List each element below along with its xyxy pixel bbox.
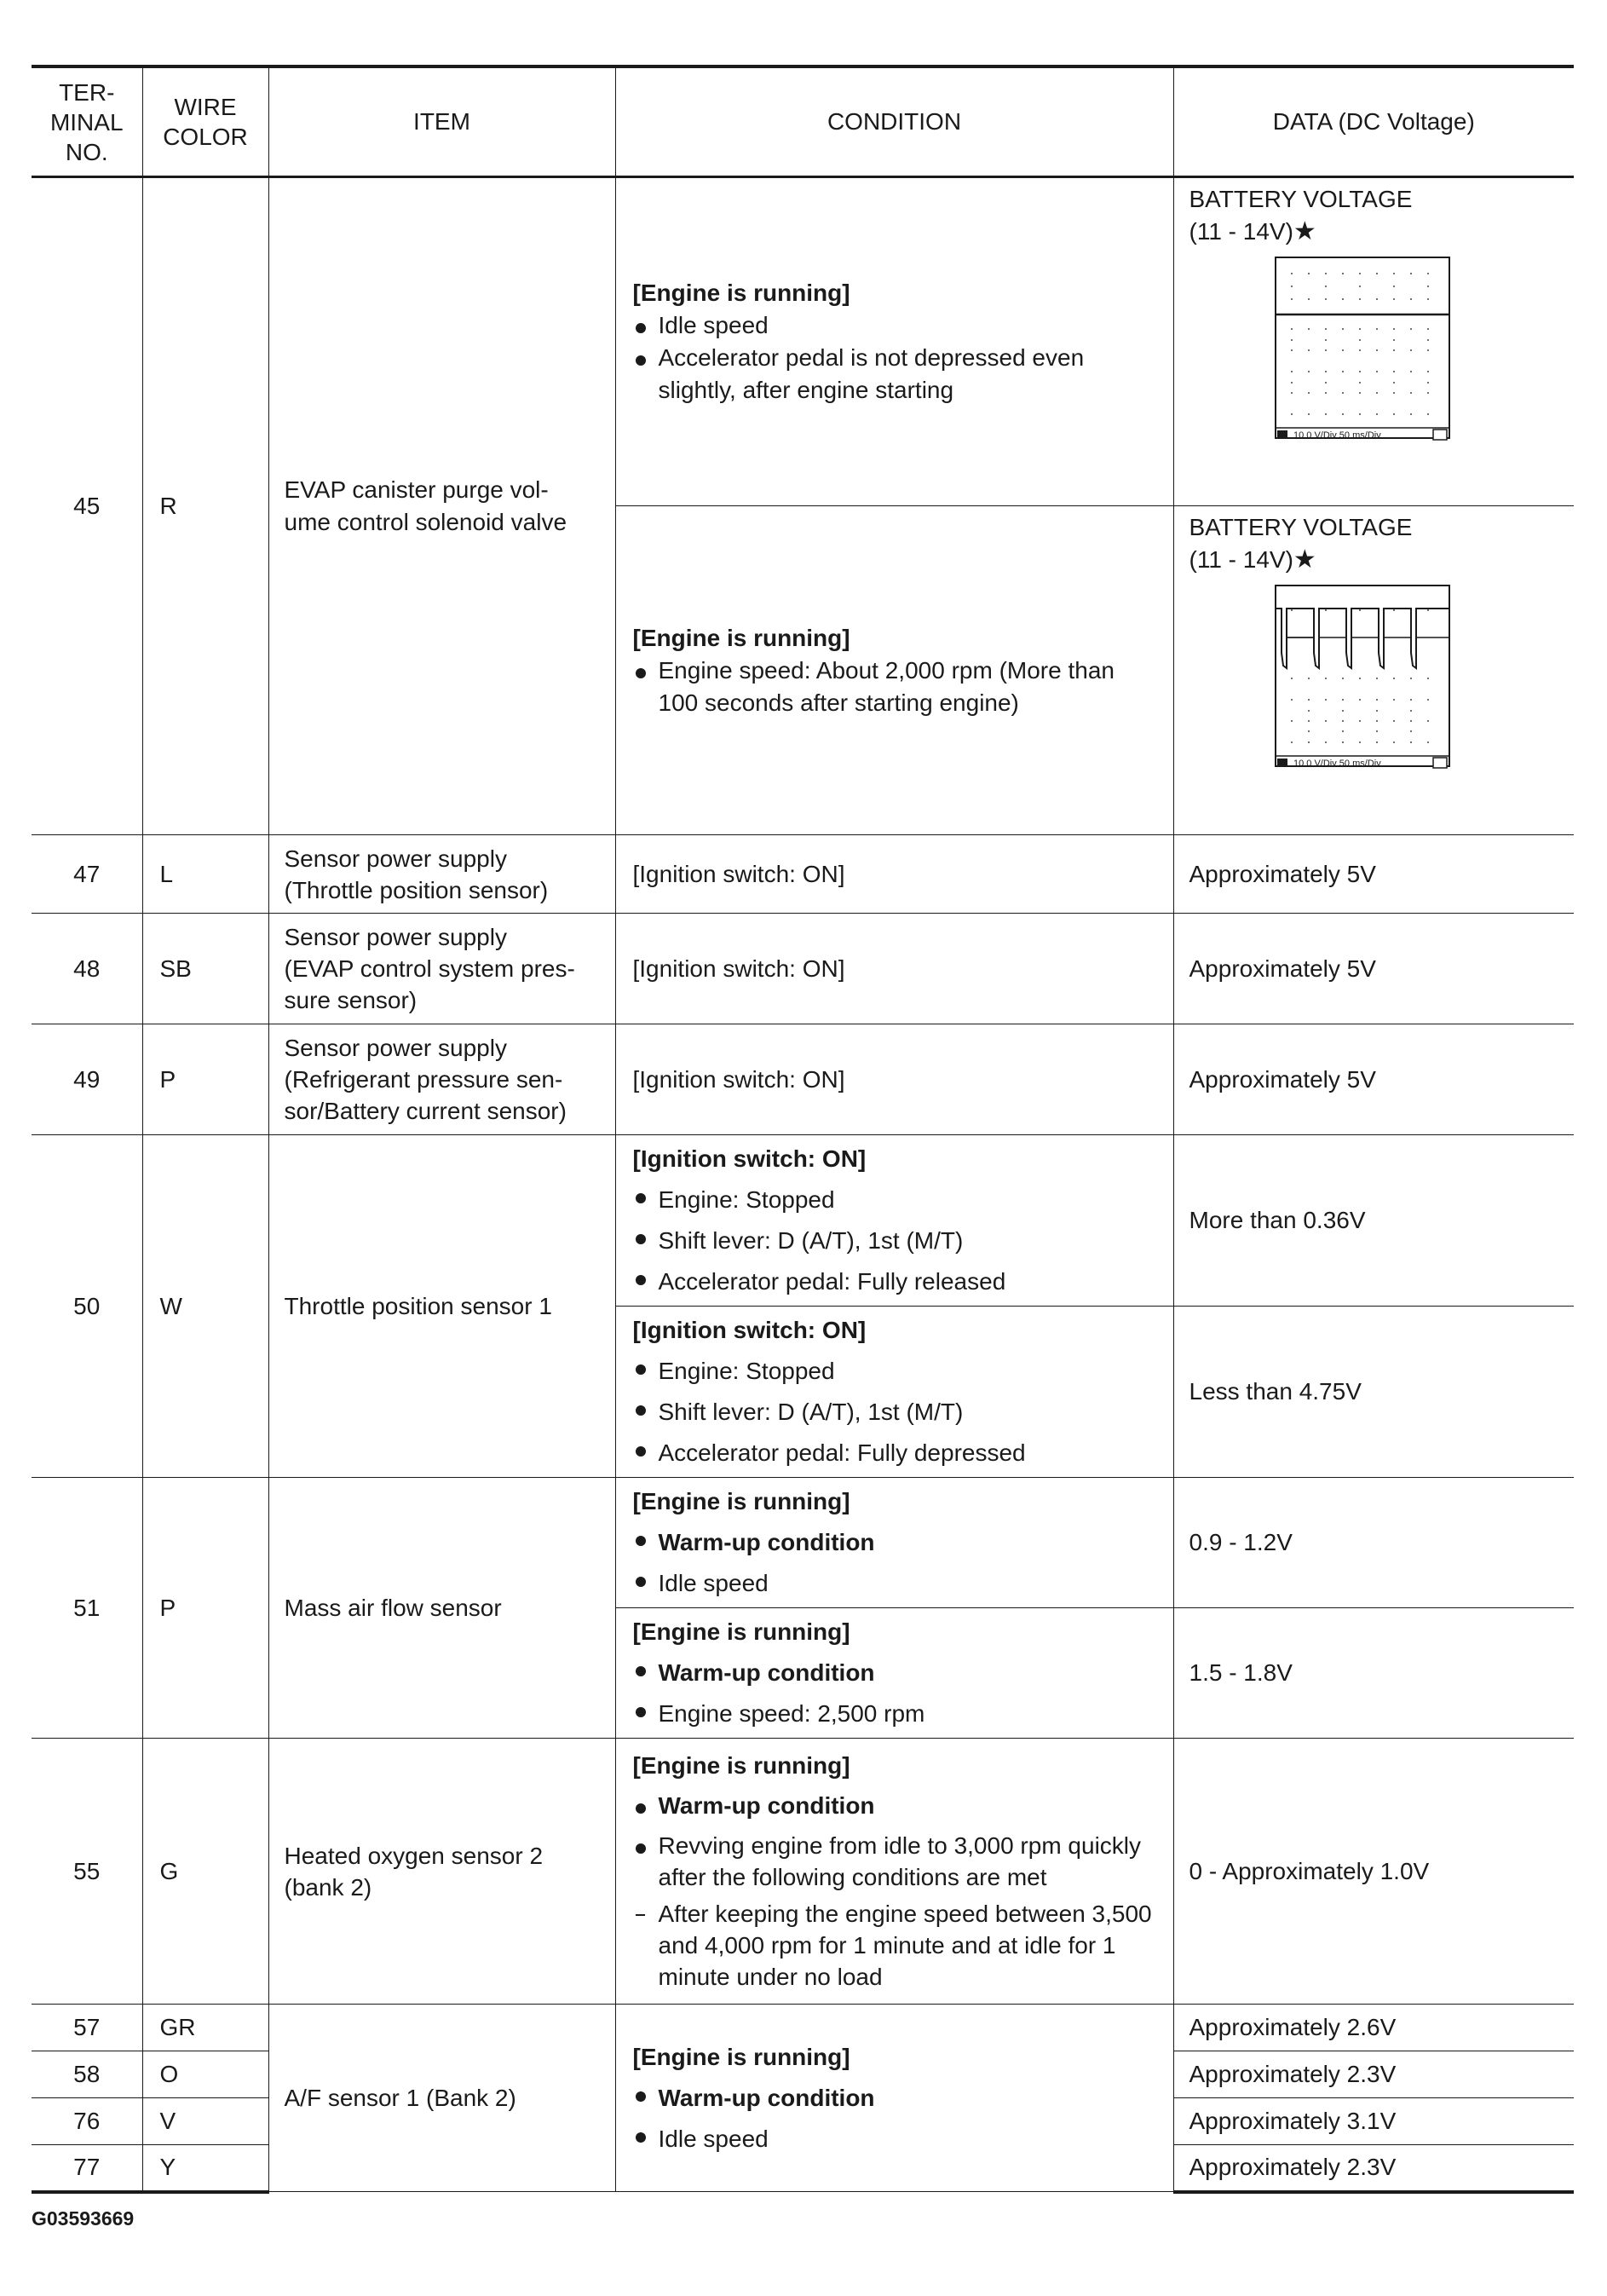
data-cell: Approximately 2.3V [1173,2145,1574,2192]
condition-cell: [Ignition switch: ON] [615,914,1173,1024]
condition-bullet: Accelerator pedal is not depressed even slightly, after engine starting [633,342,1158,407]
item-description: Mass air flow sensor [268,1478,615,1739]
wire-color: P [142,1478,268,1739]
header-condition: CONDITION [615,66,1173,177]
svg-text:10.0 V/Div 50 ms/Div: 10.0 V/Div 50 ms/Div [1293,430,1381,441]
table-row [32,914,1574,1024]
table-row [32,835,1574,914]
condition-bullet: Shift lever: D (A/T), 1st (M/T) [633,1220,1158,1261]
item-description: EVAP canister purge vol- ume control solenoid valve [268,177,615,835]
item-description: Heated oxygen sensor 2 (bank 2) [268,1739,615,2005]
condition-heading: [Ignition switch: ON] [632,1145,867,1172]
data-cell: Less than 4.75V [1173,1307,1574,1478]
condition-bullet: Idle speed [633,1563,1158,1604]
terminal-no: 48 [32,914,142,1024]
wire-color: GR [142,2005,268,2051]
data-cell: Approximately 5V [1173,1024,1574,1135]
table-row [32,1135,1574,1307]
terminal-no: 47 [32,835,142,914]
condition-cell [615,506,1173,835]
oscilloscope-waveform-idle [1275,257,1450,453]
ecm-terminal-table [32,65,1574,2194]
data-cell: Approximately 5V [1173,914,1574,1024]
condition-heading: [Engine is running] [632,1488,850,1514]
condition-bullet: Accelerator pedal: Fully depressed [633,1433,1158,1474]
condition-bullet: Warm-up condition [633,1522,1158,1563]
table-row [32,2005,1574,2051]
condition-bullet: Warm-up condition [633,1653,1158,1693]
wire-color: Y [142,2145,268,2192]
svg-text:10.0 V/Div 50 ms/Div: 10.0 V/Div 50 ms/Div [1293,759,1381,769]
condition-heading: [Engine is running] [632,280,850,306]
data-cell: 0 - Approximately 1.0V [1173,1739,1574,2005]
oscilloscope-waveform-2000rpm [1275,585,1450,781]
condition-bullet: Engine speed: About 2,000 rpm (More than 100 seconds after starting engine) [633,655,1158,719]
condition-heading: [Engine is running] [632,1618,850,1645]
condition-cell: [Ignition switch: ON] [615,835,1173,914]
condition-bullet: Idle speed [633,2119,1158,2160]
data-value: BATTERY VOLTAGE [1189,514,1413,540]
figure-id: G03593669 [32,2207,135,2230]
star-icon: ★ [1293,545,1316,574]
condition-bullet: Idle speed [633,309,1158,342]
data-cell: Approximately 2.6V [1173,2005,1574,2051]
table-row [32,177,1574,506]
terminal-no: 55 [32,1739,142,2005]
condition-bullet: Accelerator pedal: Fully released [633,1261,1158,1302]
data-cell: Approximately 2.3V [1173,2051,1574,2098]
item-description: Throttle position sensor 1 [268,1135,615,1478]
header-row [32,66,1574,177]
condition-cell [615,1135,1173,1307]
header-wire-color: WIRE COLOR [142,66,268,177]
data-cell: Approximately 5V [1173,835,1574,914]
table-row [32,1739,1574,2005]
condition-cell [615,2005,1173,2192]
data-value: BATTERY VOLTAGE [1189,186,1413,212]
condition-cell [615,1608,1173,1739]
terminal-no: 49 [32,1024,142,1135]
wire-color: R [142,177,268,835]
data-range: (11 - 14V)★ [1189,217,1316,245]
wire-color: SB [142,914,268,1024]
terminal-no: 57 [32,2005,142,2051]
data-cell: 1.5 - 1.8V [1173,1608,1574,1739]
data-cell: 0.9 - 1.2V [1173,1478,1574,1608]
data-cell [1173,506,1574,835]
header-item: ITEM [268,66,615,177]
condition-heading: [Engine is running] [632,624,850,651]
star-icon: ★ [1293,217,1316,245]
condition-cell: [Ignition switch: ON] [615,1024,1173,1135]
table-row [32,1024,1574,1135]
condition-bullet: Shift lever: D (A/T), 1st (M/T) [633,1392,1158,1433]
condition-cell [615,1478,1173,1608]
item-description: Sensor power supply (EVAP control system pres- sure sensor) [268,914,615,1024]
wire-color: V [142,2098,268,2145]
wire-color: P [142,1024,268,1135]
terminal-no: 76 [32,2098,142,2145]
terminal-table-page [32,65,1574,2194]
condition-cell [615,1307,1173,1478]
header-data: DATA (DC Voltage) [1173,66,1574,177]
condition-heading: [Engine is running] [632,1752,850,1779]
wire-color: O [142,2051,268,2098]
wire-color: G [142,1739,268,2005]
condition-cell [615,1739,1173,2005]
condition-bullet: Engine: Stopped [633,1180,1158,1220]
terminal-no: 50 [32,1135,142,1478]
condition-bullet: Engine speed: 2,500 rpm [633,1693,1158,1734]
condition-bullet: Warm-up condition [633,2078,1158,2119]
condition-subitem: After keeping the engine speed between 3,500 and 4,000 rpm for 1 minute and at idle for 1 minute under no load [633,1898,1158,1993]
data-cell: More than 0.36V [1173,1135,1574,1307]
terminal-no: 77 [32,2145,142,2192]
condition-heading: [Ignition switch: ON] [632,1317,867,1343]
item-description: A/F sensor 1 (Bank 2) [268,2005,615,2192]
item-description: Sensor power supply (Throttle position sensor) [268,835,615,914]
header-terminal-no: TER- MINAL NO. [32,66,142,177]
item-description: Sensor power supply (Refrigerant pressure sen- sor/Battery current sensor) [268,1024,615,1135]
data-cell [1173,177,1574,506]
data-range: (11 - 14V)★ [1189,545,1316,574]
condition-bullet: Warm-up condition [633,1790,1158,1821]
table-row [32,1478,1574,1608]
condition-cell [615,177,1173,506]
wire-color: L [142,835,268,914]
terminal-no: 51 [32,1478,142,1739]
terminal-no: 58 [32,2051,142,2098]
condition-bullet: Engine: Stopped [633,1351,1158,1392]
terminal-no: 45 [32,177,142,835]
wire-color: W [142,1135,268,1478]
data-cell: Approximately 3.1V [1173,2098,1574,2145]
condition-heading: [Engine is running] [632,2043,850,2070]
condition-bullet: Revving engine from idle to 3,000 rpm quickly after the following conditions are met [633,1830,1158,1893]
